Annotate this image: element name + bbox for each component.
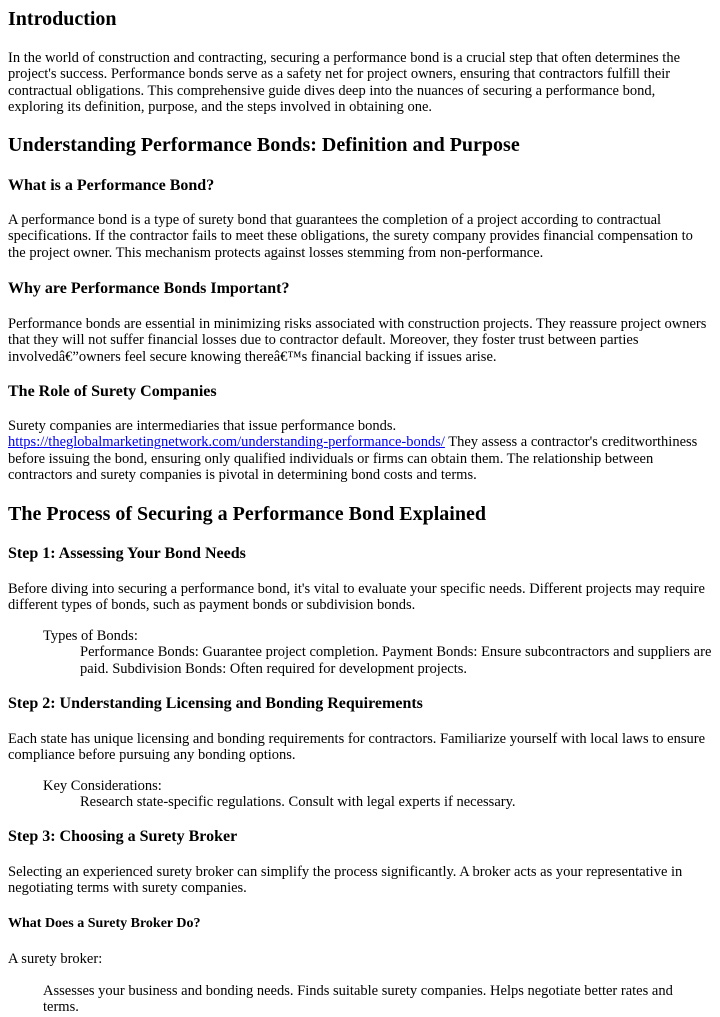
- step3-heading: Step 3: Choosing a Surety Broker: [8, 828, 238, 845]
- text-line: Before diving into securing a performance bond, it's vital to evaluate your specific needs. Different projects may require: [8, 581, 705, 597]
- text-line: involvedâ€”owners feel secure knowing thereâ€™s financial backing if issues arise.: [8, 348, 497, 365]
- step2-paragraph: [8, 731, 714, 764]
- text-line: In the world of construction and contracting, securing a performance bond is a crucial step that often determines the: [8, 50, 680, 66]
- text-line: contractual obligations. This comprehensive guide dives deep into the nuances of securing a performance bond,: [8, 82, 656, 99]
- surety-role-heading: The Role of Surety Companies: [8, 383, 217, 400]
- text-line: contractors and surety companies is pivotal in determining bond costs and terms.: [8, 467, 477, 484]
- text-line: negotiating terms with surety companies.: [8, 880, 247, 897]
- text-fragment: They assess a contractor's creditworthiness: [444, 434, 698, 451]
- text-line: Surety companies are intermediaries that issue performance bonds.: [8, 418, 397, 434]
- broker-intro: A surety broker:: [8, 951, 103, 967]
- text-line: specifications. If the contractor fails to meet these obligations, the surety company provides financial compensation to: [8, 228, 693, 245]
- definition-term: Types of Bonds:: [43, 628, 138, 644]
- process-heading: The Process of Securing a Performance Bond Explained: [8, 503, 486, 525]
- text-line: compliance before pursuing any bonding options.: [8, 747, 296, 764]
- list-item: Assesses your business and bonding needs. Finds suitable surety companies. Helps negotiate better rates and: [43, 983, 673, 999]
- performance-bonds-link[interactable]: https://theglobalmarketingnetwork.com/understanding-performance-bonds/: [8, 434, 445, 451]
- text-line: different types of bonds, such as payment bonds or subdivision bonds.: [8, 597, 416, 614]
- text-line: A performance bond is a type of surety bond that guarantees the completion of a project according to contractual: [8, 212, 662, 228]
- list-item: terms.: [43, 999, 79, 1016]
- text-line: before issuing the bond, ensuring only qualified individuals or firms can obtain them. The relationship between: [8, 450, 654, 467]
- text-line: Performance Bonds: Guarantee project completion. Payment Bonds: Ensure subcontractors and suppliers are: [80, 644, 712, 661]
- step3-paragraph: [8, 864, 714, 897]
- step1-paragraph: [8, 581, 714, 614]
- surety-role-paragraph: [8, 418, 714, 484]
- intro-heading: Introduction: [8, 8, 117, 30]
- what-is-heading: What is a Performance Bond?: [8, 177, 215, 194]
- text-line: [8, 434, 714, 450]
- bond-types-definition: [8, 628, 714, 677]
- why-important-heading: Why are Performance Bonds Important?: [8, 280, 290, 297]
- step2-heading: Step 2: Understanding Licensing and Bonding Requirements: [8, 695, 423, 712]
- text-line: the project owner. This mechanism protects against losses stemming from non-performance.: [8, 244, 544, 261]
- text-line: project's success. Performance bonds serve as a safety net for project owners, ensuring that contractors fulfill their: [8, 66, 671, 83]
- why-important-paragraph: [8, 316, 714, 365]
- text-line: Performance bonds are essential in minimizing risks associated with construction projects. They reassure project owners: [8, 316, 707, 332]
- key-considerations-definition: [8, 778, 714, 811]
- definition-term: Key Considerations:: [43, 778, 162, 794]
- text-line: Each state has unique licensing and bonding requirements for contractors. Familiarize yourself with local laws to ensure: [8, 731, 705, 747]
- text-line: that they will not suffer financial losses due to contractor default. Moreover, they foster trust between parties: [8, 332, 639, 349]
- intro-paragraph: [8, 50, 714, 116]
- what-is-paragraph: [8, 212, 714, 261]
- understanding-heading: Understanding Performance Bonds: Definition and Purpose: [8, 134, 520, 156]
- text-line: exploring its definition, purpose, and the steps involved in obtaining one.: [8, 99, 433, 116]
- broker-role-heading: What Does a Surety Broker Do?: [8, 916, 201, 931]
- text-line: Research state-specific regulations. Consult with legal experts if necessary.: [80, 794, 516, 811]
- broker-duties-list: [8, 983, 714, 1016]
- step1-heading: Step 1: Assessing Your Bond Needs: [8, 545, 246, 562]
- text-line: paid. Subdivision Bonds: Often required for development projects.: [80, 660, 467, 677]
- text-line: Selecting an experienced surety broker can simplify the process significantly. A broker acts as your representative in: [8, 864, 683, 880]
